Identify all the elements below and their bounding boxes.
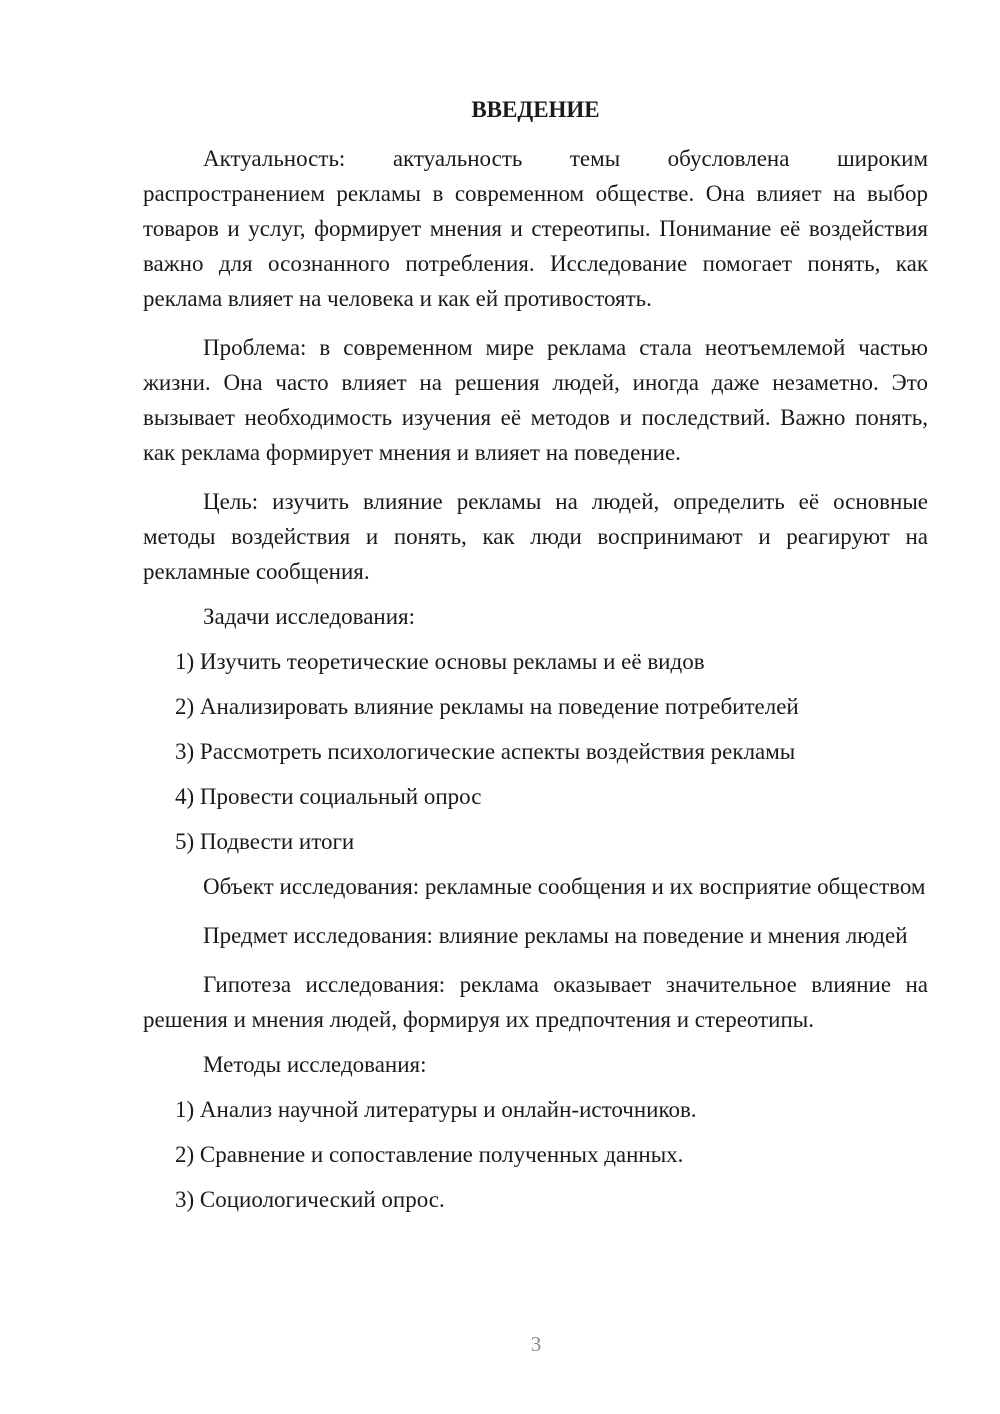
paragraph-object: Объект исследования: рекламные сообщения и их восприятие обществом (203, 874, 926, 899)
list-item: 2) Сравнение и сопоставление полученных данных. (175, 1142, 684, 1167)
list-item: 3) Рассмотреть психологические аспекты воздействия рекламы (175, 739, 796, 764)
methods-heading: Методы исследования: (203, 1052, 427, 1077)
list-item: 4) Провести социальный опрос (175, 784, 482, 809)
list-item: 3) Социологический опрос. (175, 1187, 445, 1212)
methods-list (143, 1092, 928, 1217)
paragraph-goal: Цель: изучить влияние рекламы на людей, определить её основные методы воздействия и понять, как люди воспринимают и реагируют на рекламные сообщения. (143, 489, 928, 584)
tasks-list (143, 644, 928, 859)
paragraph-relevance: Актуальность: актуальность темы обусловлена широким распространением рекламы в современном обществе. Она влияет на выбор товаров и услуг, формирует мнения и стереотипы. Понимание её воздействия важно для осознанного потребления. Исследование помогает понять, как реклама влияет на человека и как ей противостоять. (143, 146, 928, 311)
list-item: 1) Изучить теоретические основы рекламы и её видов (175, 649, 705, 674)
page-title: ВВЕДЕНИЕ (471, 97, 600, 122)
list-item: 1) Анализ научной литературы и онлайн-источников. (175, 1097, 697, 1122)
tasks-heading: Задачи исследования: (203, 604, 416, 629)
paragraph-problem: Проблема: в современном мире реклама стала неотъемлемой частью жизни. Она часто влияет на решения людей, иногда даже незаметно. Это вызывает необходимость изучения её методов и последствий. Важно понять, как реклама формирует мнения и влияет на поведение. (143, 335, 928, 465)
paragraph-hypothesis: Гипотеза исследования: реклама оказывает значительное влияние на решения и мнения людей, формируя их предпочтения и стереотипы. (143, 972, 928, 1032)
page-number: 3 (530, 1332, 542, 1356)
list-item: 5) Подвести итоги (175, 829, 355, 854)
paragraph-subject: Предмет исследования: влияние рекламы на поведение и мнения людей (203, 923, 908, 948)
document-page (143, 92, 928, 1227)
list-item: 2) Анализировать влияние рекламы на поведение потребителей (175, 694, 799, 719)
